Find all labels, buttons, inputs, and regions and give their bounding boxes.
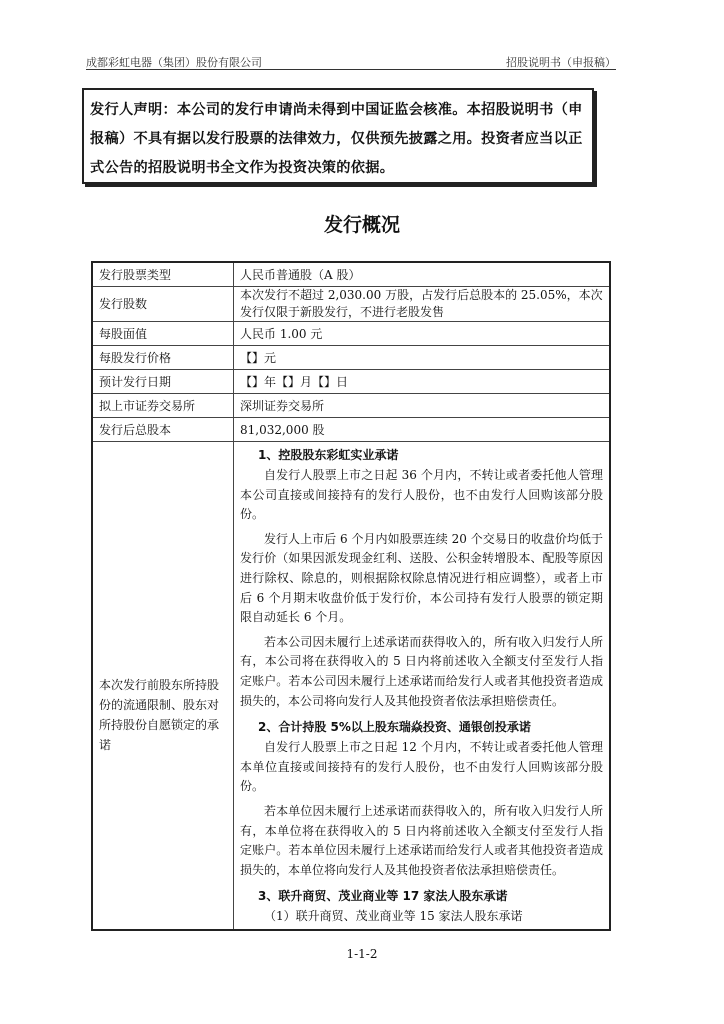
row-value: 【】元 [234,346,611,370]
row-label: 拟上市证券交易所 [92,394,234,418]
paragraph: 自发行人股票上市之日起 36 个月内，不转让或者委托他人管理本公司直接或间接持有的发行人股份，也不由发行人回购该部分股份。 [240,468,603,522]
header-company: 成都彩虹电器（集团）股份有限公司 [86,56,262,69]
issuer-notice-text: 发行人声明：本公司的发行申请尚未得到中国证监会核准。本招股说明书（申报稿）不具有据以发行股票的法律效力，仅供预先披露之用。投资者应当以正式公告的招股说明书全文作为投资决策的依据。 [90,102,583,176]
row-label: 发行股数 [92,287,234,322]
header-doc-type: 招股说明书（申报稿） [506,56,616,69]
row-value: 深圳证券交易所 [234,394,611,418]
table-row [92,346,610,370]
page-title: 发行概况 [323,214,400,236]
section-heading: 1、控股股东彩虹实业承诺 [258,448,399,462]
row-value: 人民币 1.00 元 [234,322,611,346]
row-label: 发行股票类型 [92,262,234,287]
row-value: 人民币普通股（A 股） [234,262,611,287]
table-row [92,394,610,418]
table-row [92,322,610,346]
sub-heading: （1）联升商贸、茂业商业等 15 家法人股东承诺 [264,909,523,924]
paragraph: 自发行人股票上市之日起 12 个月内，不转让或者委托他人管理本单位直接或间接持有的发行人股份，也不由发行人回购该部分股份。 [240,740,603,794]
commitment-row [92,442,610,930]
page-header [86,50,616,70]
row-label: 每股面值 [92,322,234,346]
header-divider [86,69,616,70]
row-label: 发行后总股本 [92,418,234,442]
commitment-label: 本次发行前股东所持股份的流通限制、股东对所持股份自愿锁定的承诺 [92,442,234,930]
table-row [92,418,610,442]
page-number: 1-1-2 [346,947,378,961]
table-row [92,370,610,394]
commitment-content [234,442,611,930]
paragraph: 若本公司因未履行上述承诺而获得收入的，所有收入归发行人所有，本公司将在获得收入的 5 日内将前述收入全额支付至发行人指定账户。若本公司因未履行上述承诺而给发行人或者其他投资者造成损失的，本公司将向发行人及其他投资者依法承担赔偿责任。 [240,634,603,708]
section-heading: 3、联升商贸、茂业商业等 17 家法人股东承诺 [258,889,508,904]
paragraph: 发行人上市后 6 个月内如股票连续 20 个交易日的收盘价均低于发行价（如果因派发现金红利、送股、公积金转增股本、配股等原因进行除权、除息的，则根据除权除息情况进行相应调整），或者上市后 6 个月期末收盘价低于发行价，本公司持有发行人股票的锁定期限自动延长 6 个月。 [240,531,603,625]
section-heading: 2、合计持股 5%以上股东瑞焱投资、通银创投承诺 [258,720,531,735]
paragraph: 若本单位因未履行上述承诺而获得收入的，所有收入归发行人所有，本单位将在获得收入的 5 日内将前述收入全额支付至发行人指定账户。若本单位因未履行上述承诺而给发行人或者其他投资者造成损失的，本单位将向发行人及其他投资者依法承担赔偿责任。 [240,803,603,877]
table-row [92,287,610,322]
row-value: 【】年【】月【】日 [234,370,611,394]
row-value: 81,032,000 股 [234,418,611,442]
row-label: 预计发行日期 [92,370,234,394]
row-value: 本次发行不超过 2,030.00 万股，占发行后总股本的 25.05%，本次发行仅限于新股发行，不进行老股发售 [234,287,611,322]
row-label: 每股发行价格 [92,346,234,370]
issuance-overview-table [91,261,611,931]
table-row [92,262,610,287]
issuer-notice-box [82,88,594,184]
